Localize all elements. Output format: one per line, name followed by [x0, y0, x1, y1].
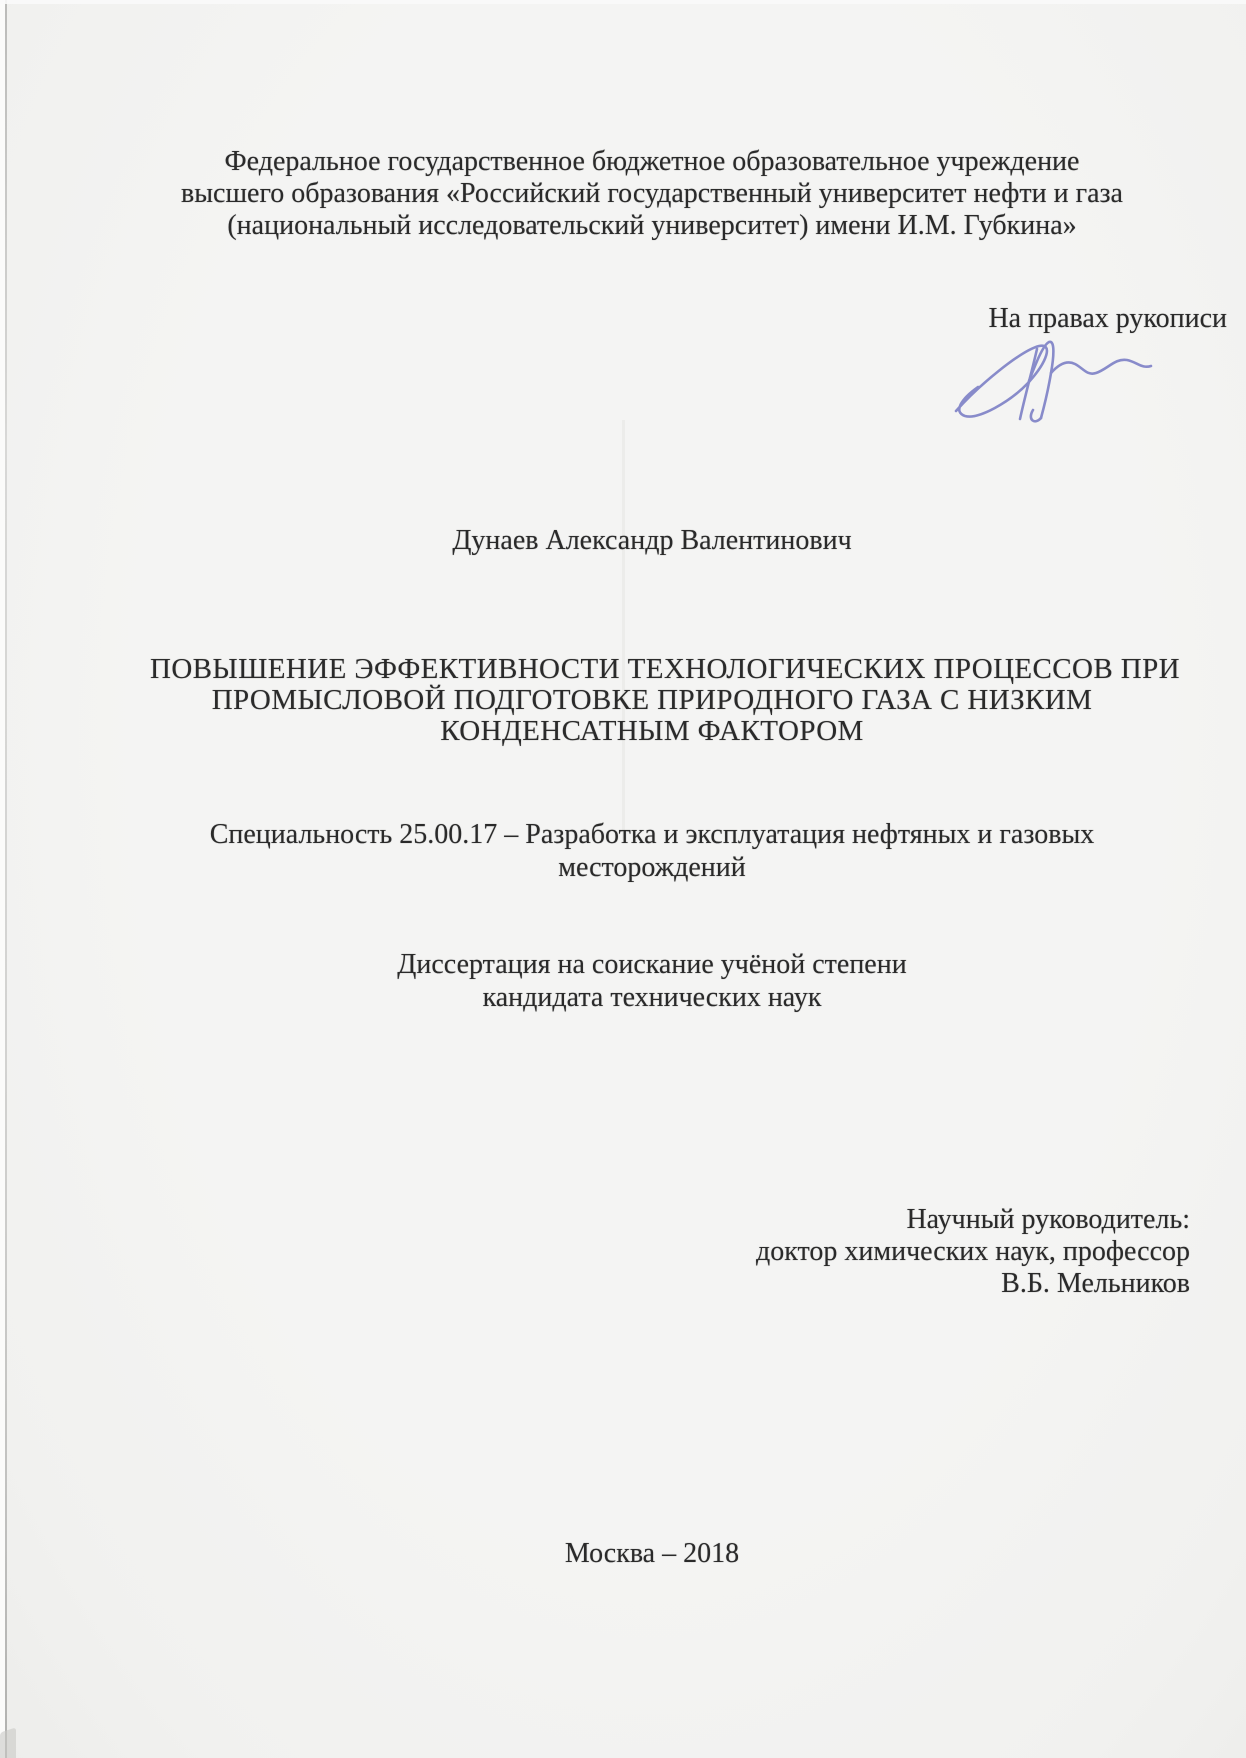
specialty-line: месторождений	[558, 852, 746, 883]
university-header-line: (национальный исследовательский университет) имени И.М. Губкина»	[227, 210, 1077, 241]
supervisor-info-line: Научный руководитель:	[906, 1204, 1190, 1235]
city-year: Москва – 2018	[564, 1538, 740, 1569]
scan-top-white-strip	[0, 0, 1246, 4]
scan-corner-smudge	[0, 1727, 16, 1758]
author-name: Дунаев Александр Валентинович	[452, 525, 852, 556]
supervisor-info-line: В.Б. Мельников	[1001, 1268, 1190, 1299]
dissertation-title-line: ПРОМЫСЛОВОЙ ПОДГОТОВКЕ ПРИРОДНОГО ГАЗА С НИЗКИМ	[211, 684, 1093, 716]
dissertation-title	[150, 653, 1180, 747]
university-header-line: высшего образования «Российский государственный университет нефти и газа	[181, 178, 1123, 209]
specialty-line: Специальность 25.00.17 – Разработка и эксплуатация нефтяных и газовых	[209, 819, 1095, 850]
dissertation-title-line: КОНДЕНСАТНЫМ ФАКТОРОМ	[440, 715, 864, 747]
degree-statement	[170, 948, 1134, 1014]
university-header	[170, 146, 1134, 242]
supervisor-info-line: доктор химических наук, профессор	[756, 1236, 1190, 1267]
specialty	[160, 818, 1144, 884]
manuscript-rights-note: На правах рукописи	[988, 303, 1227, 334]
dissertation-title-line: ПОВЫШЕНИЕ ЭФФЕКТИВНОСТИ ТЕХНОЛОГИЧЕСКИХ ПРОЦЕССОВ ПРИ	[150, 653, 1180, 685]
degree-statement-line: Диссертация на соискание учёной степени	[397, 949, 907, 980]
supervisor-info	[756, 1204, 1190, 1300]
scan-center-fold-streak	[622, 420, 625, 840]
scan-left-edge-line	[5, 0, 7, 1758]
university-header-line: Федеральное государственное бюджетное образовательное учреждение	[224, 146, 1080, 177]
degree-statement-line: кандидата технических наук	[482, 982, 822, 1013]
handwritten-signature-icon	[928, 331, 1158, 426]
